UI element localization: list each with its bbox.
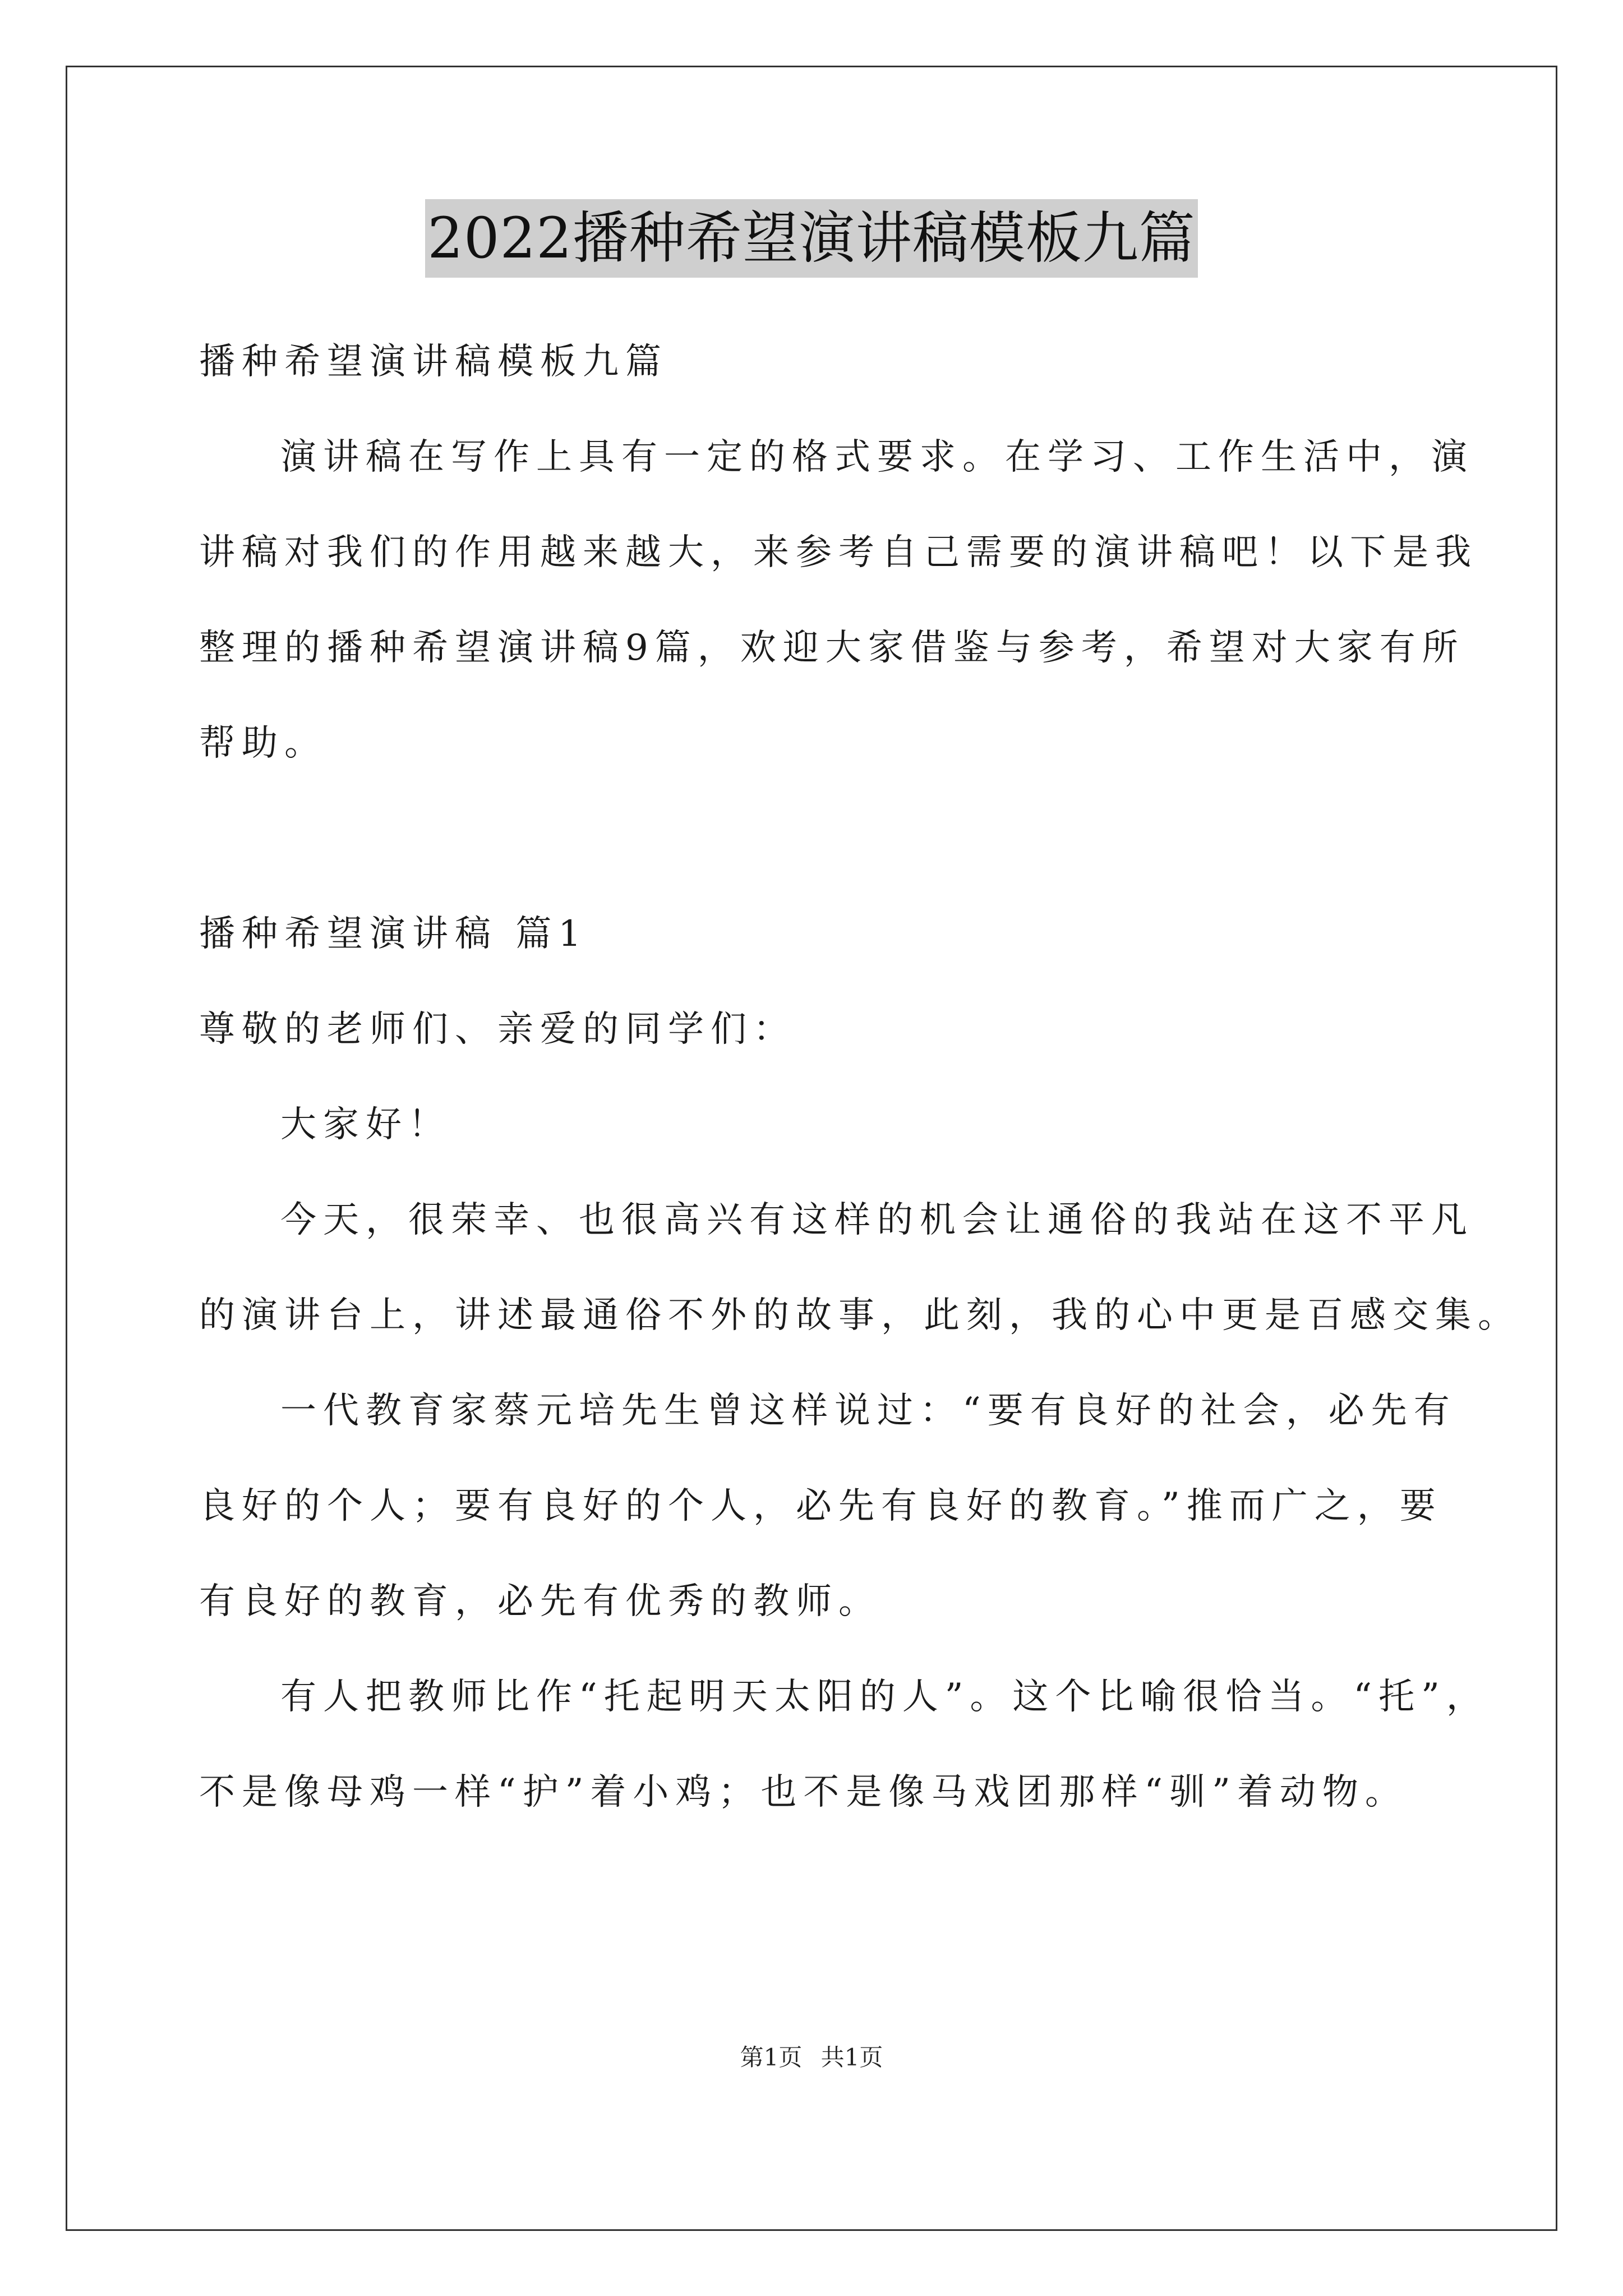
paragraph-line: 不是像母鸡一样“护”着小鸡；也不是像马戏团那样“驯”着动物。 — [199, 1772, 1408, 1813]
paragraph-line: 今天，很荣幸、也很高兴有这样的机会让通俗的我站在这不平凡 — [280, 1199, 1474, 1241]
paragraph-line: 有人把教师比作“托起明天太阳的人”。这个比喻很恰当。“托”， — [280, 1676, 1489, 1718]
subtitle-line: 播种希望演讲稿模板九篇 — [199, 341, 668, 383]
section-heading: 播种希望演讲稿 篇1 — [199, 913, 588, 955]
greeting-line: 大家好！ — [280, 1104, 451, 1145]
document-title: 2022播种希望演讲稿模板九篇 — [425, 199, 1198, 278]
document-body — [199, 314, 1520, 1840]
title-container — [0, 199, 1623, 278]
salutation-line: 尊敬的老师们、亲爱的同学们： — [199, 1009, 796, 1050]
paragraph-line: 的演讲台上，讲述最通俗不外的故事，此刻，我的心中更是百感交集。 — [199, 1295, 1520, 1336]
paragraph-line: 帮助。 — [199, 723, 327, 764]
paragraph-line: 一代教育家蔡元培先生曾这样说过：“要有良好的社会，必先有 — [280, 1390, 1456, 1432]
paragraph-line: 有良好的教育，必先有优秀的教师。 — [199, 1581, 881, 1622]
page-footer: 第1页 共1页 — [740, 2044, 883, 2071]
paragraph-line: 演讲稿在写作上具有一定的格式要求。在学习、工作生活中，演 — [280, 436, 1474, 478]
paragraph-line: 良好的个人；要有良好的个人，必先有良好的教育。”推而广之，要 — [199, 1485, 1442, 1527]
paragraph-line: 整理的播种希望演讲稿9篇，欢迎大家借鉴与参考，希望对大家有所 — [199, 627, 1465, 669]
paragraph-line: 讲稿对我们的作用越来越大，来参考自己需要的演讲稿吧！以下是我 — [199, 532, 1478, 573]
